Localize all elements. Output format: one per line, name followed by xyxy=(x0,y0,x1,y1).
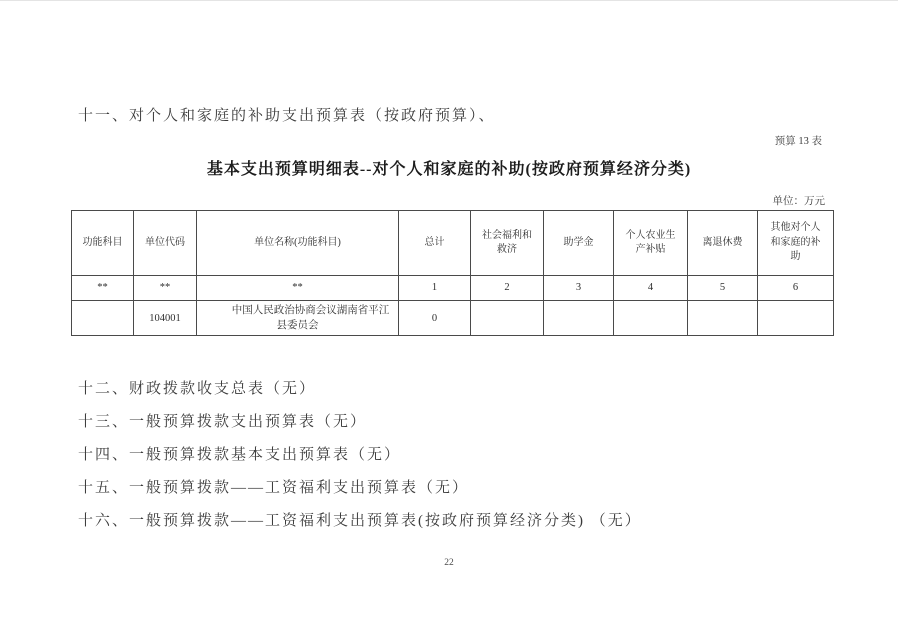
page-number: 22 xyxy=(444,558,454,568)
budget-table xyxy=(71,210,834,336)
table-header-row xyxy=(72,211,834,276)
header-cell-social-welfare: 社会福利和救济 xyxy=(471,211,544,276)
page-top-edge xyxy=(0,0,898,1)
data-cell-social-welfare xyxy=(471,301,544,336)
unit-label: 单位：万元 xyxy=(772,196,825,207)
header-cell-unit-name: 单位名称(功能科目) xyxy=(197,211,399,276)
header-cell-func-subject: 功能科目 xyxy=(72,211,134,276)
appendix-item-15: 十五、一般预算拨款——工资福利支出预算表（无） xyxy=(78,480,470,496)
header-cell-total: 总计 xyxy=(399,211,471,276)
header-cell-agri-subsidy: 个人农业生产补贴 xyxy=(614,211,688,276)
header-cell-grants: 助学金 xyxy=(544,211,614,276)
data-cell-total: 0 xyxy=(399,301,471,336)
data-cell-unit-code: 104001 xyxy=(134,301,197,336)
data-cell-grants xyxy=(544,301,614,336)
appendix-item-12: 十二、财政拨款收支总表（无） xyxy=(78,381,317,397)
index-cell: 4 xyxy=(614,276,688,301)
document-title: 基本支出预算明细表--对个人和家庭的补助(按政府预算经济分类) xyxy=(206,161,692,178)
sheet-label: 预算 13 表 xyxy=(774,136,822,147)
header-cell-unit-code: 单位代码 xyxy=(134,211,197,276)
data-cell-other-subsidy xyxy=(758,301,834,336)
data-cell-unit-name: 中国人民政治协商会议湖南省平江县委员会 xyxy=(197,301,399,336)
index-cell: ** xyxy=(134,276,197,301)
data-cell-retirement xyxy=(688,301,758,336)
index-cell: 3 xyxy=(544,276,614,301)
section-heading: 十一、对个人和家庭的补助支出预算表（按政府预算）、 xyxy=(78,108,496,124)
appendix-item-14: 十四、一般预算拨款基本支出预算表（无） xyxy=(78,447,402,463)
index-cell: 2 xyxy=(471,276,544,301)
index-cell: 1 xyxy=(399,276,471,301)
table-index-row xyxy=(72,276,834,301)
table-data-row xyxy=(72,301,834,336)
index-cell: 6 xyxy=(758,276,834,301)
data-cell-agri-subsidy xyxy=(614,301,688,336)
index-cell: 5 xyxy=(688,276,758,301)
appendix-item-16: 十六、一般预算拨款——工资福利支出预算表(按政府预算经济分类) （无） xyxy=(78,513,642,529)
data-cell-func-subject xyxy=(72,301,134,336)
index-cell: ** xyxy=(197,276,399,301)
appendix-item-13: 十三、一般预算拨款支出预算表（无） xyxy=(78,414,368,430)
header-cell-other-subsidy: 其他对个人和家庭的补助 xyxy=(758,211,834,276)
index-cell: ** xyxy=(72,276,134,301)
header-cell-retirement: 离退休费 xyxy=(688,211,758,276)
